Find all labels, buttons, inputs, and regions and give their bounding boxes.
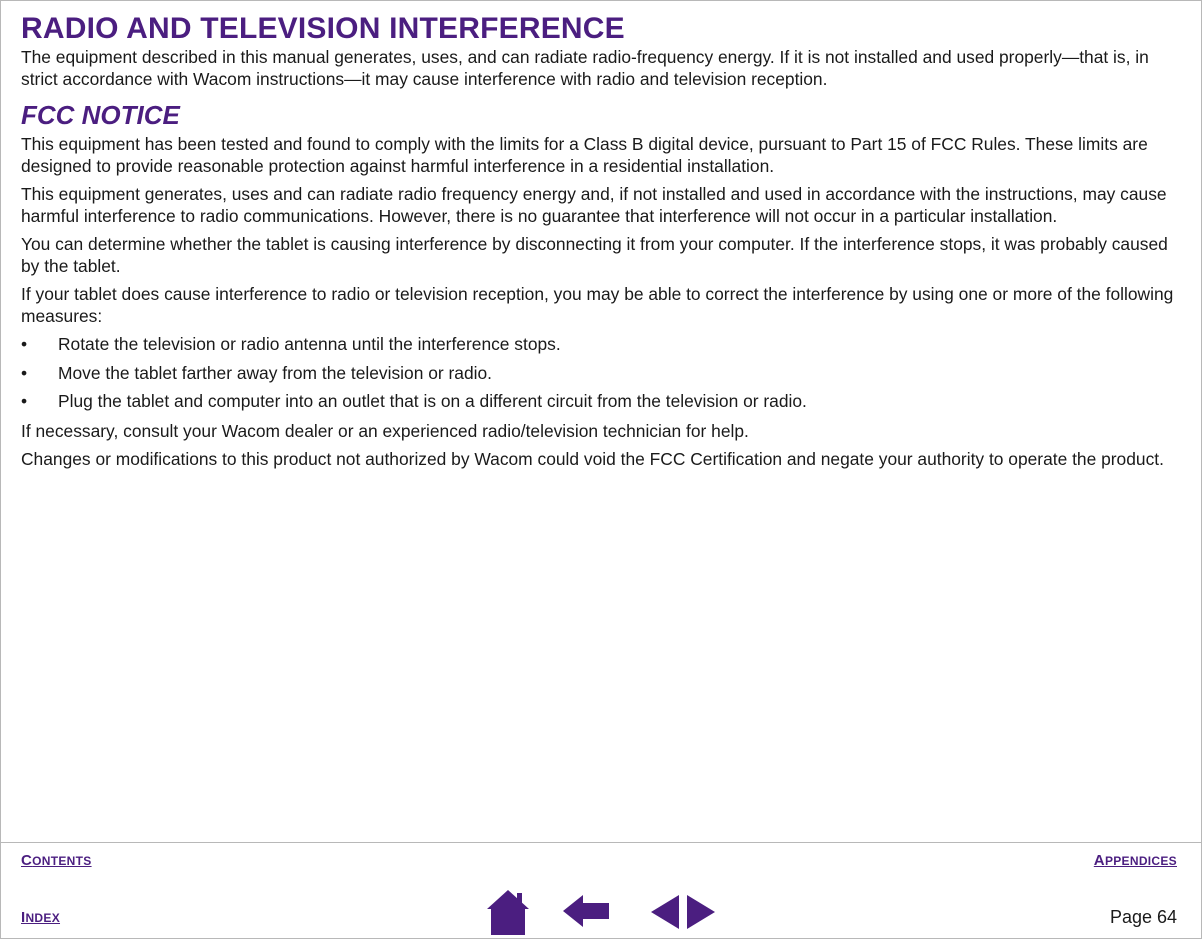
- index-link-rest: NDEX: [25, 911, 61, 925]
- intro-paragraph: The equipment described in this manual generates, uses, and can radiate radio-frequency energy. If it is not installed and used properly—that is, in strict accordance with Wacom instructions—it may cause interference with radio and television reception.: [21, 47, 1149, 89]
- next-page-icon[interactable]: [685, 887, 717, 937]
- list-item-text: Rotate the television or radio antenna until the interference stops.: [58, 334, 561, 354]
- index-link-initial: I: [21, 909, 26, 926]
- appendices-link[interactable]: [1094, 852, 1177, 869]
- fcc-paragraph: This equipment has been tested and found to comply with the limits for a Class B digital device, pursuant to Part 15 of FCC Rules. These limits are designed to provide reasonable protection against harmful interference in a residential installation.: [21, 134, 1148, 176]
- bullet-marker: •: [21, 362, 28, 383]
- contents-link-initial: C: [21, 852, 33, 869]
- list-item: [21, 391, 1181, 413]
- footer-divider: [1, 842, 1201, 843]
- closing-paragraph: If necessary, consult your Wacom dealer or an experienced radio/television technician for help.: [21, 420, 749, 441]
- page-content: [21, 11, 1181, 478]
- index-link[interactable]: [21, 909, 60, 926]
- page-navigation: [485, 887, 717, 937]
- home-icon[interactable]: [485, 887, 531, 937]
- list-item: [21, 334, 1181, 356]
- bullet-marker: •: [21, 391, 28, 411]
- list-item: [21, 363, 1181, 385]
- page-title: RADIO AND TELEVISION INTERFERENCE: [21, 12, 625, 45]
- list-item-text: Plug the tablet and computer into an outlet that is on a different circuit from the television or radio.: [58, 391, 807, 411]
- appendices-link-rest: PPENDICES: [1104, 854, 1177, 868]
- measures-list: [21, 334, 1181, 413]
- back-arrow-icon[interactable]: [561, 887, 611, 937]
- fcc-paragraph: You can determine whether the tablet is causing interference by disconnecting it from your computer. If the interference stops, it was probably caused by the tablet.: [21, 234, 1168, 276]
- page-number: Page 64: [1109, 907, 1177, 927]
- appendices-link-initial: A: [1093, 852, 1105, 869]
- contents-link[interactable]: [21, 852, 92, 869]
- previous-page-icon[interactable]: [649, 887, 681, 937]
- closing-paragraph: Changes or modifications to this product not authorized by Wacom could void the FCC Certification and negate your authority to operate the product.: [21, 449, 1164, 469]
- fcc-paragraph: This equipment generates, uses and can radiate radio frequency energy and, if not installed and used in accordance with the instructions, may cause harmful interference to radio communications. However, there is no guarantee that interference will not occur in a particular installation.: [21, 184, 1167, 226]
- fcc-paragraph: If your tablet does cause interference to radio or television reception, you may be able to correct the interference by using one or more of the following measures:: [21, 284, 1174, 326]
- list-item-text: Move the tablet farther away from the television or radio.: [58, 362, 493, 383]
- bullet-marker: •: [21, 334, 28, 354]
- fcc-notice-heading: FCC NOTICE: [21, 100, 180, 130]
- contents-link-rest: ONTENTS: [32, 854, 92, 868]
